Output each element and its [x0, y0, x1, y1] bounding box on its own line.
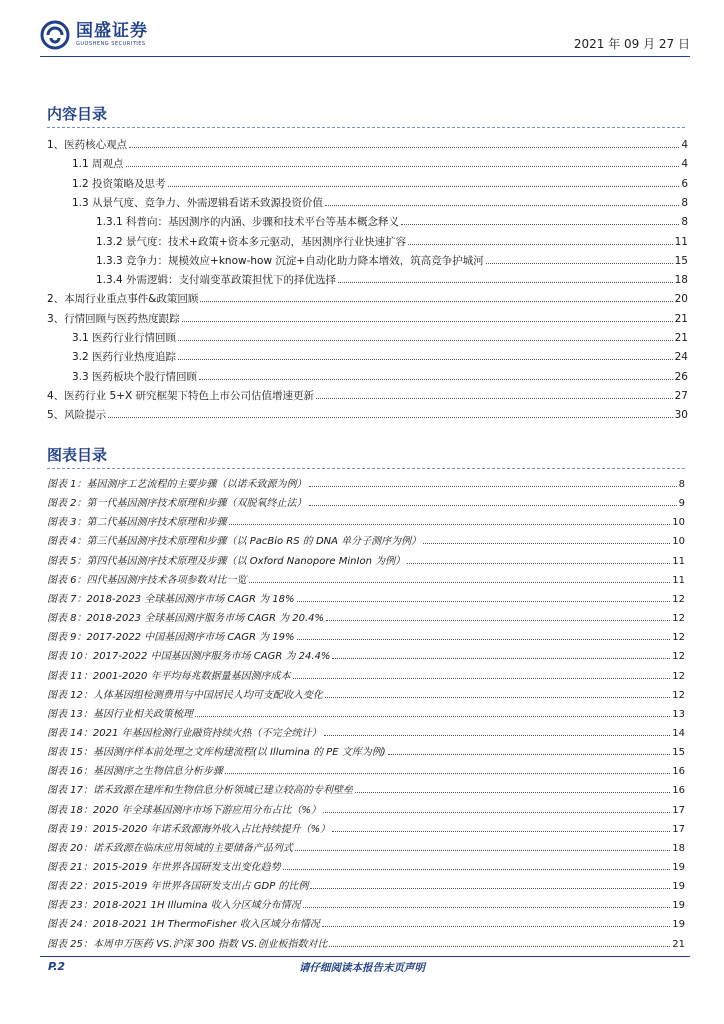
toc-entry[interactable] — [96, 251, 688, 269]
figure-entry-label: 图表 19：2015-2020 年诺禾致源海外收入占比持续提升（%） — [47, 823, 331, 835]
figure-entry-page: 19 — [672, 881, 685, 893]
toc-entry-label: 1.3.3 竞争力：规模效应+know-how 沉淀+自动化助力降本增效，筑高竞争护城河 — [96, 254, 484, 267]
toc-entry-label: 3.3 医药板块个股行情回顾 — [72, 370, 198, 383]
footer-rule — [40, 956, 690, 957]
toc-entry[interactable] — [72, 154, 688, 172]
toc-entry-page: 6 — [681, 177, 688, 190]
toc-entry-page: 21 — [674, 332, 688, 344]
figure-entry-page: 19 — [672, 900, 685, 912]
dot-leader — [310, 876, 670, 889]
dot-leader — [200, 289, 672, 302]
dot-leader — [486, 251, 673, 264]
figure-entry-label: 图表 23：2018-2021 1H Illumina 收入分区域分布情况 — [47, 900, 301, 912]
figure-entry-label: 图表 10：2017-2022 中国基因测序服务市场 CAGR 为 24.4% — [47, 651, 331, 663]
figure-entry-label: 图表 8：2018-2023 全球基因测序服务市场 CAGR 为 20.4% — [47, 613, 325, 625]
figure-entry-page: 13 — [672, 708, 685, 720]
figure-entry-label: 图表 5：第四代基因测序技术原理及步骤（以 Oxford Nanopore MinIon 为例） — [47, 555, 406, 567]
figure-entry-page: 16 — [672, 785, 685, 797]
contents-title: 内容目录 — [47, 105, 108, 123]
dot-leader — [326, 608, 670, 621]
toc-entry-label: 2、本周行业重点事件&政策回顾 — [47, 293, 199, 306]
report-date: 2021 年 09 月 27 日 — [573, 37, 690, 51]
figure-entry-page: 21 — [672, 938, 685, 950]
toc-entry-page: 4 — [681, 158, 688, 171]
figure-entry-page: 10 — [672, 517, 685, 529]
page-header — [40, 18, 690, 57]
figure-entry-label: 图表 2：第一代基因测序技术原理和步骤（双脱氧终止法） — [47, 498, 307, 510]
figure-entry-label: 图表 6：四代基因测序技术各项参数对比一览 — [47, 574, 247, 586]
dot-leader — [295, 838, 670, 851]
dot-leader — [178, 347, 673, 360]
dot-leader — [322, 914, 671, 927]
figure-entry[interactable] — [47, 742, 685, 760]
figure-entry[interactable] — [47, 895, 685, 913]
toc-entry-label: 1.3.1 科普向：基因测序的内涵、步骤和技术平台等基本概念释义 — [96, 216, 400, 229]
figure-entry-page: 12 — [672, 613, 685, 625]
dot-leader — [408, 232, 672, 245]
figure-entry-label: 图表 4：第三代基因测序技术原理和步骤（以 PacBio RS 的 DNA 单分子测序为例） — [47, 536, 422, 548]
toc-entry-page: 8 — [681, 216, 688, 229]
figure-entry-page: 11 — [672, 555, 685, 567]
figure-entry-label: 图表 15：基因测序样本前处理之文库构建流程(以 Illumina 的 PE 文库为例) — [47, 747, 386, 759]
figure-entry-page: 12 — [672, 632, 685, 644]
toc-entry-label: 5、风险提示 — [47, 409, 107, 422]
figure-entry[interactable] — [47, 685, 685, 703]
figure-entry-page: 10 — [672, 536, 685, 548]
toc-entry[interactable] — [47, 309, 688, 327]
figure-entry-label: 图表 21：2015-2019 年世界各国研发支出变化趋势 — [47, 862, 281, 873]
dot-leader — [338, 270, 673, 283]
dot-leader — [323, 800, 670, 813]
figure-entry[interactable] — [47, 627, 685, 645]
figure-entry[interactable] — [47, 761, 685, 779]
figure-entry-page: 17 — [672, 823, 685, 835]
figure-entry[interactable] — [47, 780, 685, 798]
toc-entry[interactable] — [47, 386, 688, 404]
dot-leader — [325, 193, 679, 206]
toc-entry-page: 21 — [674, 312, 688, 325]
toc-entry[interactable] — [47, 135, 688, 153]
dot-leader — [355, 780, 670, 793]
figure-entry[interactable] — [47, 876, 685, 894]
dot-leader — [249, 570, 671, 583]
figure-entry[interactable] — [47, 493, 685, 511]
company-logo — [40, 18, 148, 52]
figure-entry-label: 图表 1：基因测序工艺流程的主要步骤（以诺禾致源为例） — [47, 479, 307, 490]
toc-entry-label: 1.1 周观点 — [72, 158, 124, 171]
page-number: P.2 — [48, 960, 66, 973]
dot-leader — [332, 646, 670, 659]
toc-entry-label: 1.2 投资策略及思考 — [72, 177, 166, 190]
figure-entry-page: 8 — [678, 479, 685, 490]
figure-entry[interactable] — [47, 800, 685, 818]
figure-entry[interactable] — [47, 723, 685, 741]
toc-entry-page: 18 — [674, 274, 688, 287]
dot-leader — [293, 666, 671, 679]
toc-entry-page: 20 — [674, 293, 688, 306]
dot-leader — [297, 589, 671, 602]
figure-entry-page: 12 — [672, 593, 685, 605]
figure-entry-label: 图表 7：2018-2023 全球基因测序市场 CAGR 为 18% — [47, 593, 295, 605]
figure-entry[interactable] — [47, 570, 685, 588]
dot-leader — [388, 742, 671, 755]
figure-entry-page: 19 — [672, 919, 685, 931]
figure-entry-page: 14 — [672, 727, 685, 739]
toc-entry-label: 3.1 医药行业行情回顾 — [72, 332, 177, 344]
figure-entry[interactable] — [47, 934, 685, 952]
figure-entry-page: 12 — [672, 689, 685, 701]
toc-entry[interactable] — [72, 174, 688, 192]
toc-entry-page: 30 — [674, 409, 688, 422]
figure-entry-label: 图表 11：2001-2020 年平均每兆数据量基因测序成本 — [47, 670, 291, 682]
toc-entry[interactable] — [72, 193, 688, 211]
dot-leader — [309, 474, 677, 487]
figures-divider — [47, 468, 685, 469]
contents-divider — [47, 127, 685, 128]
toc-entry-label: 1、医药核心观点 — [47, 139, 128, 151]
dot-leader — [108, 405, 672, 418]
figure-entry-page: 18 — [672, 842, 685, 854]
figure-entry-page: 17 — [672, 804, 685, 816]
dot-leader — [126, 154, 680, 167]
figure-entry[interactable] — [47, 838, 685, 856]
toc-entry-page: 27 — [674, 389, 688, 402]
figure-entry[interactable] — [47, 551, 685, 569]
figure-entry-label: 图表 9：2017-2022 中国基因测序市场 CAGR 为 19% — [47, 632, 295, 644]
toc-entry[interactable] — [96, 212, 688, 230]
figure-entry[interactable] — [47, 666, 685, 684]
logo-text-cn: 国盛证券 — [76, 21, 148, 41]
figure-entry[interactable] — [47, 531, 685, 549]
dot-leader — [283, 857, 671, 870]
figure-entry[interactable] — [47, 857, 685, 875]
figure-entry[interactable] — [47, 589, 685, 607]
toc-entry-label: 1.3 从景气度、竞争力、外需逻辑看诺禾致源投资价值 — [72, 196, 324, 209]
figure-entry-page: 12 — [672, 670, 685, 682]
dot-leader — [329, 934, 670, 947]
figures-title: 图表目录 — [47, 446, 108, 464]
figure-entry-page: 11 — [672, 574, 685, 586]
figure-entry[interactable] — [47, 474, 685, 492]
figure-entry-page: 9 — [678, 498, 685, 510]
figure-entry-page: 19 — [672, 862, 685, 873]
figure-entry-label: 图表 20：诺禾致源在临床应用领域的主要储备产品列式 — [47, 842, 293, 854]
toc-entry-page: 8 — [681, 196, 688, 209]
figure-entry-page: 15 — [672, 747, 685, 759]
figure-entry-page: 12 — [672, 651, 685, 663]
dot-leader — [182, 309, 673, 322]
toc-entry[interactable] — [96, 232, 688, 250]
dot-leader — [199, 367, 673, 380]
figure-entry[interactable] — [47, 608, 685, 626]
figure-entry[interactable] — [47, 646, 685, 664]
figure-entry-label: 图表 12：人体基因组检测费用与中国居民人均可支配收入变化 — [47, 689, 323, 701]
dot-leader — [316, 386, 673, 399]
toc-entry[interactable] — [47, 405, 688, 423]
toc-entry-label: 4、医药行业 5+X 研究框架下特色上市公司估值增速更新 — [47, 389, 315, 402]
toc-entry[interactable] — [72, 347, 688, 365]
toc-entry[interactable] — [96, 270, 688, 288]
toc-entry-page: 26 — [674, 370, 688, 383]
toc-entry-label: 1.3.2 景气度：技术+政策+资本多元驱动，基因测序行业快速扩容 — [96, 235, 407, 248]
figure-entry-label: 图表 16：基因测序之生物信息分析步骤 — [47, 766, 223, 778]
figure-entry[interactable] — [47, 819, 685, 837]
dot-leader — [325, 685, 670, 698]
toc-entry-page: 24 — [674, 351, 688, 364]
dot-leader — [401, 212, 679, 225]
toc-entry-page: 15 — [674, 254, 688, 267]
toc-entry-label: 3.2 医药行业热度追踪 — [72, 351, 177, 364]
dot-leader — [332, 819, 670, 832]
disclaimer-note: 请仔细阅读本报告末页声明 — [299, 962, 425, 974]
toc-entry[interactable] — [72, 367, 688, 385]
dot-leader — [407, 551, 670, 564]
figure-entry-label: 图表 17：诺禾致源在建库和生物信息分析领域已建立较高的专利壁垒 — [47, 785, 353, 797]
dot-leader — [297, 627, 671, 640]
dot-leader — [423, 531, 670, 544]
figure-entry-label: 图表 25：本周申万医药 VS.沪深 300 指数 VS.创业板指数对比 — [47, 938, 328, 950]
toc-entry[interactable] — [47, 289, 688, 307]
dot-leader — [303, 895, 671, 908]
toc-entry-label: 3、行情回顾与医药热度跟踪 — [47, 312, 180, 325]
dot-leader — [129, 135, 679, 148]
figure-entry[interactable] — [47, 512, 685, 530]
dot-leader — [225, 761, 670, 774]
figure-entry[interactable] — [47, 704, 685, 722]
toc-entry[interactable] — [72, 328, 688, 346]
dot-leader — [229, 512, 671, 525]
toc-entry-page: 4 — [681, 139, 688, 151]
dot-leader — [168, 174, 680, 187]
figure-entry[interactable] — [47, 914, 685, 932]
logo-text-en: GUOSHENG SECURITIES — [76, 41, 146, 47]
figure-entry-label: 图表 13：基因行业相关政策梳理 — [47, 708, 193, 720]
figure-entry-label: 图表 14：2021 年基因检测行业融资持续火热（不完全统计） — [47, 727, 322, 739]
figure-entry-label: 图表 22：2015-2019 年世界各国研发支出占 GDP 的比例 — [47, 881, 309, 893]
toc-entry-label: 1.3.4 外需逻辑：支付端变革政策担忧下的择优选择 — [96, 274, 337, 287]
figure-entry-label: 图表 3：第二代基因测序技术原理和步骤 — [47, 517, 227, 529]
toc-entry-page: 11 — [674, 235, 688, 248]
logo-icon — [40, 20, 70, 50]
dot-leader — [324, 723, 671, 736]
dot-leader — [178, 328, 673, 341]
dot-leader — [309, 493, 677, 506]
figure-entry-page: 16 — [672, 766, 685, 778]
figure-entry-label: 图表 18：2020 年全球基因测序市场下游应用分布占比（%） — [47, 804, 322, 816]
dot-leader — [195, 704, 670, 717]
figure-entry-label: 图表 24：2018-2021 1H ThermoFisher 收入区域分布情况 — [47, 919, 320, 931]
